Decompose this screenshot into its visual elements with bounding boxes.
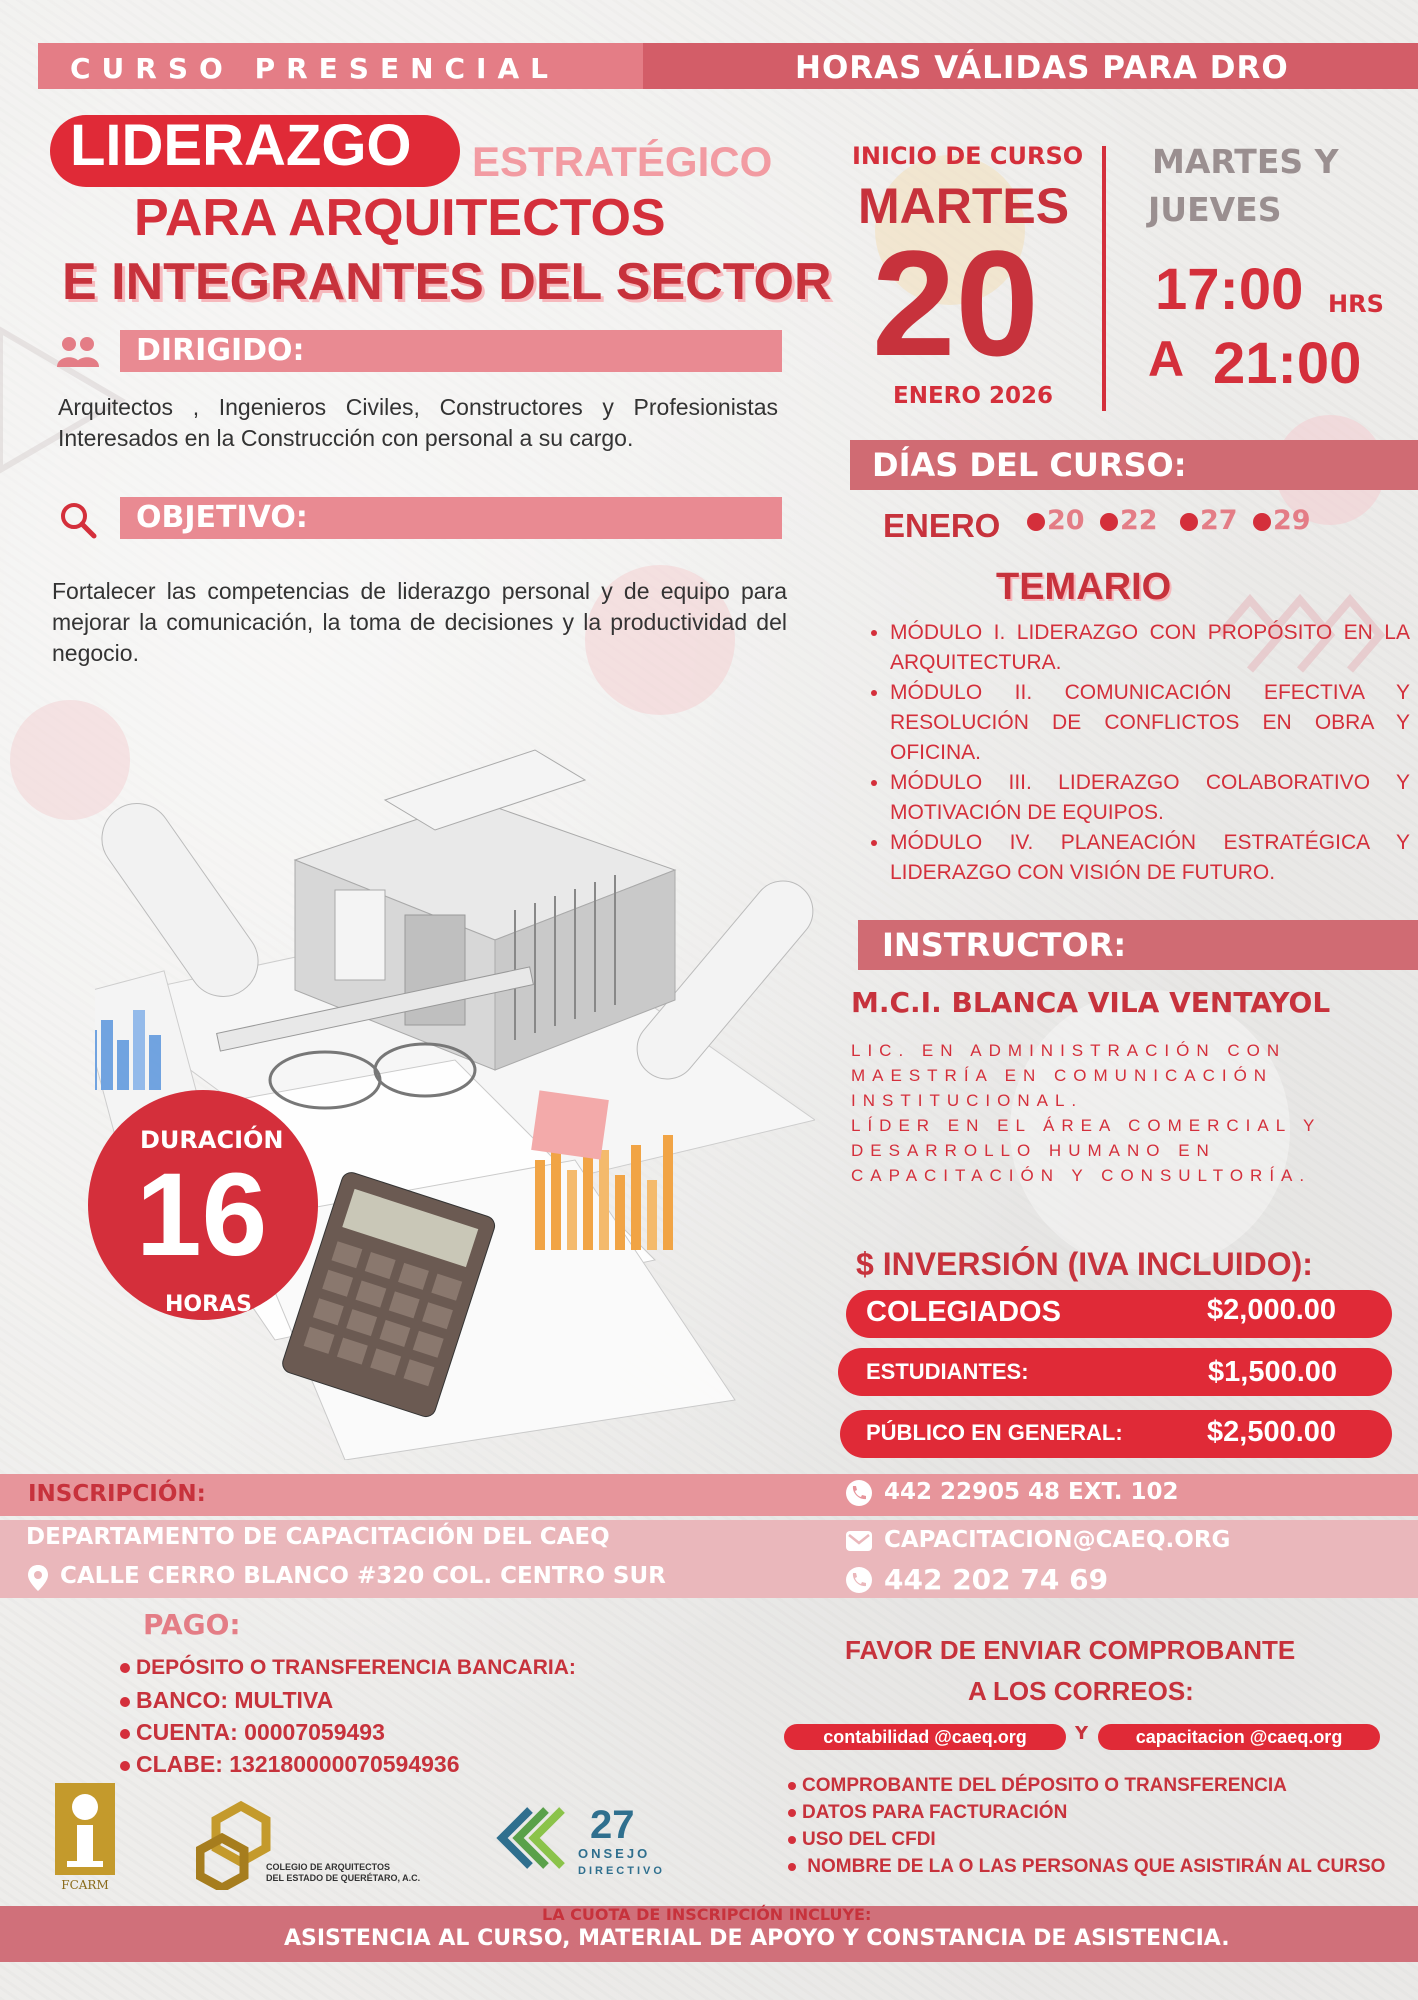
svg-text:DIRECTIVO: DIRECTIVO [578, 1865, 665, 1877]
caeq-logo [196, 1800, 436, 1890]
email-pill-capacitacion[interactable]: capacitacion @caeq.org [1098, 1724, 1380, 1750]
architecture-illustration [95, 700, 815, 1460]
instructor-bio-line-2: LÍDER EN EL ÁREA COMERCIAL Y DESARROLLO HUMANO EN CAPACITACIÓN Y CONSULTORÍA. [851, 1116, 1321, 1185]
time-end: 21:00 [1213, 331, 1362, 396]
weekdays-line-2: JUEVES [1148, 190, 1282, 229]
weekdays-line-1: MARTES Y [1152, 142, 1339, 181]
dias-month: ENERO [883, 507, 1001, 544]
price-label: ESTUDIANTES: [866, 1359, 1029, 1384]
pago-title: PAGO: [143, 1608, 241, 1641]
requirements-list [788, 1772, 1385, 1880]
bullet-dot [788, 1782, 796, 1790]
day-dot [1027, 513, 1045, 531]
fcarm-logo [55, 1783, 115, 1893]
location-pin-icon [26, 1564, 50, 1592]
pago-list [120, 1650, 576, 1780]
temario-item: • MÓDULO IV. PLANEACIÓN ESTRATÉGICA Y LIDERAZGO CON VISIÓN DE FUTURO. [890, 828, 1410, 888]
phone-primary: 442 22905 48 EXT. 102 [884, 1479, 1179, 1505]
title-line-2: PARA ARQUITECTOS [134, 189, 666, 247]
day-dot [1253, 513, 1271, 531]
phone-secondary: 442 202 74 69 [884, 1563, 1109, 1596]
price-label: PÚBLICO EN GENERAL: [866, 1420, 1123, 1445]
objetivo-label: OBJETIVO: [136, 500, 308, 535]
inversion-label: $ INVERSIÓN (IVA INCLUIDO): [856, 1246, 1313, 1282]
consejo-directivo-logo [490, 1800, 680, 1890]
price-value: $2,000.00 [1207, 1294, 1337, 1326]
phone-icon [845, 1479, 873, 1507]
email-pill-contabilidad[interactable]: contabilidad @caeq.org [784, 1724, 1066, 1750]
bullet-dot [120, 1761, 130, 1771]
dirigido-label: DIRIGIDO: [136, 333, 305, 368]
price-label: COLEGIADOS [866, 1296, 1061, 1328]
footer-title: LA CUOTA DE INSCRIPCIÓN INCLUYE: [542, 1905, 872, 1924]
instructor-label: INSTRUCTOR: [882, 926, 1127, 964]
temario-title: TEMARIO [996, 566, 1172, 608]
title-line-3: E INTEGRANTES DEL SECTOR [62, 253, 832, 311]
requirement-item: COMPROBANTE DEL DÉPOSITO O TRANSFERENCIA [788, 1772, 1385, 1799]
comprobante-line-1: FAVOR DE ENVIAR COMPROBANTE [845, 1635, 1296, 1665]
course-day: 29 [1253, 505, 1311, 536]
duration-unit: HORAS [165, 1292, 252, 1317]
address: CALLE CERRO BLANCO #320 COL. CENTRO SUR [60, 1563, 666, 1589]
price-value: $1,500.00 [1208, 1356, 1338, 1388]
time-start: 17:00 [1155, 257, 1304, 322]
start-day-name: MARTES [858, 178, 1070, 234]
svg-text:27: 27 [590, 1803, 635, 1847]
start-day-number: 20 [872, 219, 1039, 387]
pago-item: CLABE: 132180000070594936 [120, 1748, 576, 1780]
inscripcion-label: INSCRIPCIÓN: [28, 1481, 206, 1507]
svg-text:ONSEJO: ONSEJO [578, 1846, 651, 1861]
email-conjunction: Y [1075, 1723, 1089, 1744]
dirigido-text: Arquitectos , Ingenieros Civiles, Constructores y Profesionistas Interesados en la Construcción con personal a su cargo. [58, 394, 778, 451]
svg-text:DEL ESTADO DE QUERÉTARO, A.C.: DEL ESTADO DE QUERÉTARO, A.C. [266, 1873, 421, 1883]
start-month: ENERO 2026 [893, 383, 1053, 409]
vertical-divider [1102, 146, 1106, 411]
course-day: 27 [1180, 505, 1238, 536]
inscripcion-bar [0, 1474, 1418, 1516]
temario-item: • MÓDULO I. LIDERAZGO CON PROPÓSITO EN LA ARQUITECTURA. [890, 618, 1410, 678]
pago-item: CUENTA: 00007059493 [120, 1716, 576, 1748]
dro-hours-label: HORAS VÁLIDAS PARA DRO [795, 50, 1289, 86]
requirement-item: NOMBRE DE LA O LAS PERSONAS QUE ASISTIRÁN AL CURSO [788, 1853, 1385, 1880]
people-icon [55, 334, 101, 368]
temario-list [862, 618, 1410, 888]
phone-icon [845, 1566, 873, 1594]
contact-email: CAPACITACION@CAEQ.ORG [884, 1527, 1231, 1553]
bullet-dot [788, 1836, 796, 1844]
bullet-dot [788, 1863, 796, 1871]
temario-item: • MÓDULO II. COMUNICACIÓN EFECTIVA Y RESOLUCIÓN DE CONFLICTOS EN OBRA Y OFICINA. [890, 678, 1410, 768]
course-day: 22 [1100, 505, 1158, 536]
objetivo-text: Fortalecer las competencias de liderazgo personal y de equipo para mejorar la comunicación, la toma de decisiones y la productividad del negocio. [52, 578, 787, 666]
bullet-dot [120, 1663, 130, 1673]
day-dot [1180, 513, 1198, 531]
pago-item: BANCO: MULTIVA [120, 1684, 576, 1716]
dias-label: DÍAS DEL CURSO: [872, 446, 1187, 484]
start-label: INICIO DE CURSO [852, 142, 1084, 170]
duration-value: 16 [136, 1149, 268, 1281]
bullet-dot [120, 1697, 130, 1707]
bullet-dot [120, 1729, 130, 1739]
day-dot [1100, 513, 1118, 531]
instructor-name: M.C.I. BLANCA VILA VENTAYOL [851, 986, 1331, 1019]
comprobante-line-2: A LOS CORREOS: [968, 1676, 1194, 1706]
requirement-item: USO DEL CFDI [788, 1826, 1385, 1853]
time-separator: A [1148, 331, 1185, 387]
department-name: DEPARTAMENTO DE CAPACITACIÓN DEL CAEQ [26, 1524, 610, 1550]
temario-item: • MÓDULO III. LIDERAZGO COLABORATIVO Y MOTIVACIÓN DE EQUIPOS. [890, 768, 1410, 828]
bullet-dot [788, 1809, 796, 1817]
duration-label: DURACIÓN [140, 1126, 284, 1154]
requirement-item: DATOS PARA FACTURACIÓN [788, 1799, 1385, 1826]
svg-text:COLEGIO DE ARQUITECTOS: COLEGIO DE ARQUITECTOS [266, 1862, 391, 1872]
search-icon [58, 500, 98, 540]
price-value: $2,500.00 [1207, 1416, 1337, 1448]
title-word-1: LIDERAZGO [70, 113, 412, 178]
time-unit: HRS [1328, 290, 1384, 318]
envelope-icon [845, 1529, 873, 1553]
instructor-bio-line-1: LIC. EN ADMINISTRACIÓN CON MAESTRÍA EN COMUNICACIÓN INSTITUCIONAL. [851, 1041, 1287, 1110]
pago-item: DEPÓSITO O TRANSFERENCIA BANCARIA: [120, 1650, 576, 1684]
instructor-bio [851, 1038, 1391, 1188]
svg-text:FCARM: FCARM [61, 1878, 109, 1892]
course-day: 20 [1027, 505, 1085, 536]
course-type: CURSO PRESENCIAL [70, 52, 559, 85]
footer-text: ASISTENCIA AL CURSO, MATERIAL DE APOYO Y CONSTANCIA DE ASISTENCIA. [284, 1926, 1230, 1951]
title-word-2: ESTRATÉGICO [472, 138, 773, 185]
